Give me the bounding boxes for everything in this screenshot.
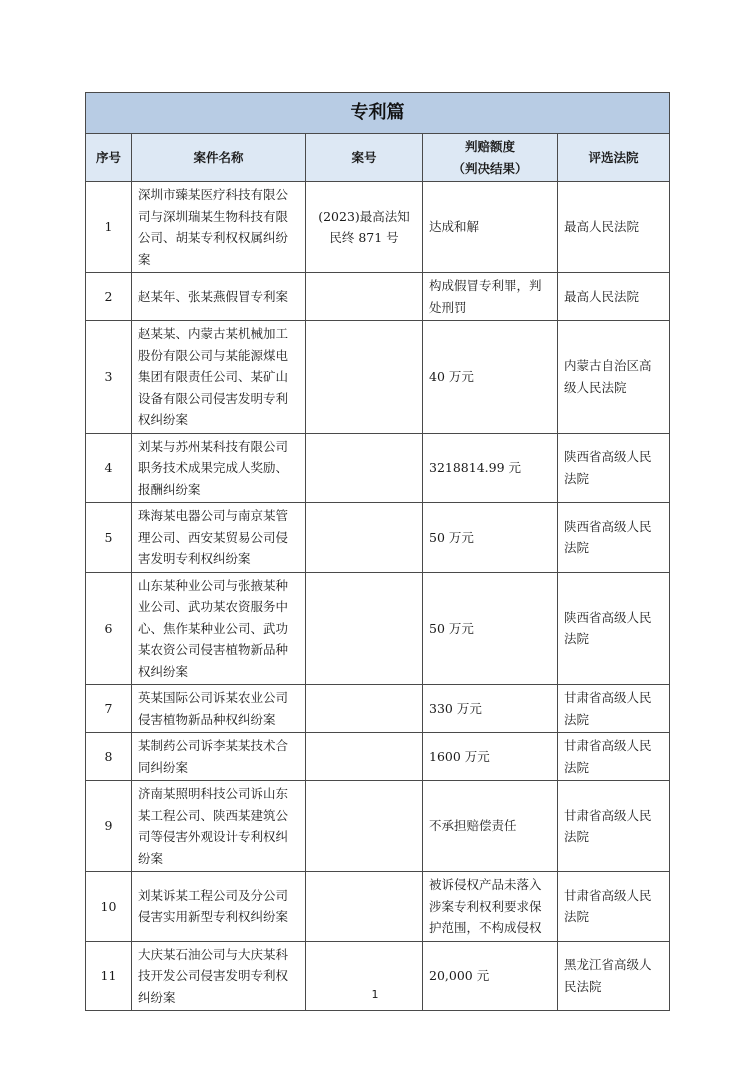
cell-case-name: 某制药公司诉李某某技术合同纠纷案	[132, 733, 306, 781]
table-row	[86, 182, 670, 273]
table-row	[86, 733, 670, 781]
cell-case-no	[306, 572, 423, 685]
cell-court: 甘肃省高级人民法院	[558, 733, 670, 781]
cell-result: 1600 万元	[423, 733, 558, 781]
cell-court: 陕西省高级人民法院	[558, 503, 670, 573]
cell-court: 甘肃省高级人民法院	[558, 781, 670, 872]
header-case-no: 案号	[306, 134, 423, 182]
cell-seq: 5	[86, 503, 132, 573]
header-result-line2: （判决结果）	[452, 160, 528, 176]
title-row	[86, 93, 670, 134]
cell-result: 50 万元	[423, 572, 558, 685]
cell-result: 构成假冒专利罪，判处刑罚	[423, 273, 558, 321]
cell-case-no	[306, 872, 423, 942]
cell-result: 40 万元	[423, 321, 558, 434]
table-row	[86, 433, 670, 503]
cell-seq: 6	[86, 572, 132, 685]
section-title: 专利篇	[86, 93, 670, 134]
table-row	[86, 872, 670, 942]
table-row	[86, 781, 670, 872]
cell-court: 陕西省高级人民法院	[558, 433, 670, 503]
cell-seq: 3	[86, 321, 132, 434]
cell-case-no	[306, 685, 423, 733]
header-name: 案件名称	[132, 134, 306, 182]
cell-seq: 8	[86, 733, 132, 781]
cell-case-no	[306, 321, 423, 434]
cell-case-name: 刘某诉某工程公司及分公司侵害实用新型专利权纠纷案	[132, 872, 306, 942]
cell-result: 330 万元	[423, 685, 558, 733]
cell-seq: 10	[86, 872, 132, 942]
header-result-line1: 判赔额度	[464, 139, 515, 154]
cell-case-no	[306, 503, 423, 573]
cell-case-name: 珠海某电器公司与南京某管理公司、西安某贸易公司侵害发明专利权纠纷案	[132, 503, 306, 573]
cell-court: 最高人民法院	[558, 273, 670, 321]
cell-case-no	[306, 781, 423, 872]
cell-seq: 11	[86, 941, 132, 1011]
header-result	[423, 134, 558, 182]
table-body	[86, 182, 670, 1011]
table-row	[86, 321, 670, 434]
cell-case-no	[306, 733, 423, 781]
cell-seq: 7	[86, 685, 132, 733]
header-seq: 序号	[86, 134, 132, 182]
cell-court: 内蒙古自治区高级人民法院	[558, 321, 670, 434]
cell-court: 甘肃省高级人民法院	[558, 685, 670, 733]
cell-case-name: 英某国际公司诉某农业公司侵害植物新品种权纠纷案	[132, 685, 306, 733]
cell-result: 被诉侵权产品未落入涉案专利权利要求保护范围，不构成侵权	[423, 872, 558, 942]
patent-cases-table	[85, 92, 670, 1011]
cell-case-name: 山东某种业公司与张掖某种业公司、武功某农资服务中心、焦作某种业公司、武功某农资公司侵害植物新品种权纠纷案	[132, 572, 306, 685]
table-row	[86, 503, 670, 573]
table-row	[86, 273, 670, 321]
cell-court: 甘肃省高级人民法院	[558, 872, 670, 942]
table-row	[86, 572, 670, 685]
table-row	[86, 685, 670, 733]
cell-result: 3218814.99 元	[423, 433, 558, 503]
cell-result: 达成和解	[423, 182, 558, 273]
cell-seq: 4	[86, 433, 132, 503]
cell-result: 20,000 元	[423, 941, 558, 1011]
cell-seq: 9	[86, 781, 132, 872]
cell-case-name: 刘某与苏州某科技有限公司职务技术成果完成人奖励、报酬纠纷案	[132, 433, 306, 503]
header-row	[86, 134, 670, 182]
header-court: 评选法院	[558, 134, 670, 182]
cell-case-no: (2023)最高法知民终 871 号	[306, 182, 423, 273]
cell-seq: 2	[86, 273, 132, 321]
cell-result: 不承担赔偿责任	[423, 781, 558, 872]
cell-seq: 1	[86, 182, 132, 273]
cell-case-name: 大庆某石油公司与大庆某科技开发公司侵害发明专利权纠纷案	[132, 941, 306, 1011]
cell-court: 最高人民法院	[558, 182, 670, 273]
cell-case-no	[306, 273, 423, 321]
cell-case-name: 深圳市臻某医疗科技有限公司与深圳瑞某生物科技有限公司、胡某专利权权属纠纷案	[132, 182, 306, 273]
cell-case-no	[306, 433, 423, 503]
page-number: 1	[371, 988, 379, 1001]
cell-case-name: 赵某年、张某燕假冒专利案	[132, 273, 306, 321]
cell-case-name: 赵某某、内蒙古某机械加工股份有限公司与某能源煤电集团有限责任公司、某矿山设备有限公司侵害发明专利权纠纷案	[132, 321, 306, 434]
cell-court: 黑龙江省高级人民法院	[558, 941, 670, 1011]
cell-case-name: 济南某照明科技公司诉山东某工程公司、陕西某建筑公司等侵害外观设计专利权纠纷案	[132, 781, 306, 872]
cell-result: 50 万元	[423, 503, 558, 573]
cell-court: 陕西省高级人民法院	[558, 572, 670, 685]
